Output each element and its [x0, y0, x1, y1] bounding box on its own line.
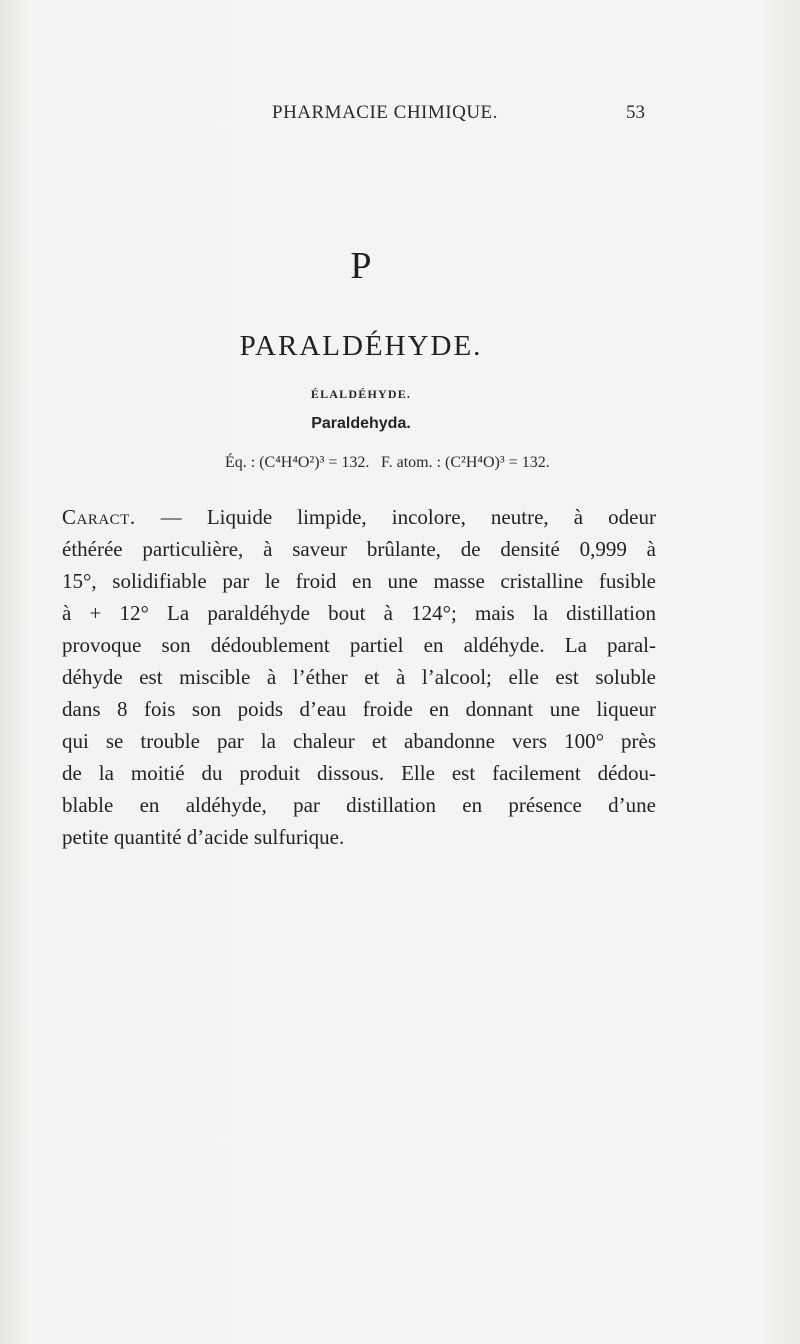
text-line: provoque son dédoublement partiel en aldéhyde. La paral-	[62, 633, 656, 657]
formula-atomic: F. atom. : (C²H⁴O)³ = 132.	[381, 454, 550, 471]
text-line-content: — Liquide limpide, incolore, neutre, à odeur	[135, 505, 656, 529]
text-line: 15°, solidifiable par le froid en une masse cristalline fusible	[62, 569, 656, 593]
running-head	[0, 102, 800, 132]
text-line: qui se trouble par la chaleur et abandonne vers 100° près	[62, 729, 656, 753]
entry-synonym: ÉLALDÉHYDE.	[310, 387, 412, 401]
section-letter: P	[350, 245, 372, 287]
text-line: dans 8 fois son poids d’eau froide en donnant une liqueur	[62, 697, 656, 721]
text-line	[62, 501, 656, 533]
running-title: PHARMACIE CHIMIQUE.	[272, 102, 498, 123]
text-line: de la moitié du produit dissous. Elle est facilement dédou-	[62, 761, 656, 785]
entry-description	[62, 501, 656, 853]
entry-latin-name: Paraldehyda.	[311, 415, 411, 432]
formula-row	[0, 454, 722, 480]
text-line: blable en aldéhyde, par distillation en présence d’une	[62, 793, 656, 817]
text-line: déhyde est miscible à l’éther et à l’alcool; elle est soluble	[62, 665, 656, 689]
formula-equivalent: Éq. : (C⁴H⁴O²)³ = 132.	[225, 454, 370, 471]
text-line: éthérée particulière, à saveur brûlante, de densité 0,999 à	[62, 537, 656, 561]
page-number: 53	[626, 102, 645, 123]
caract-label: Caract.	[62, 505, 136, 529]
text-line: petite quantité d’acide sulfurique.	[62, 825, 345, 849]
text-line: à + 12° La paraldéhyde bout à 124°; mais la distillation	[62, 601, 656, 625]
entry-title: PARALDÉHYDE.	[239, 330, 483, 362]
